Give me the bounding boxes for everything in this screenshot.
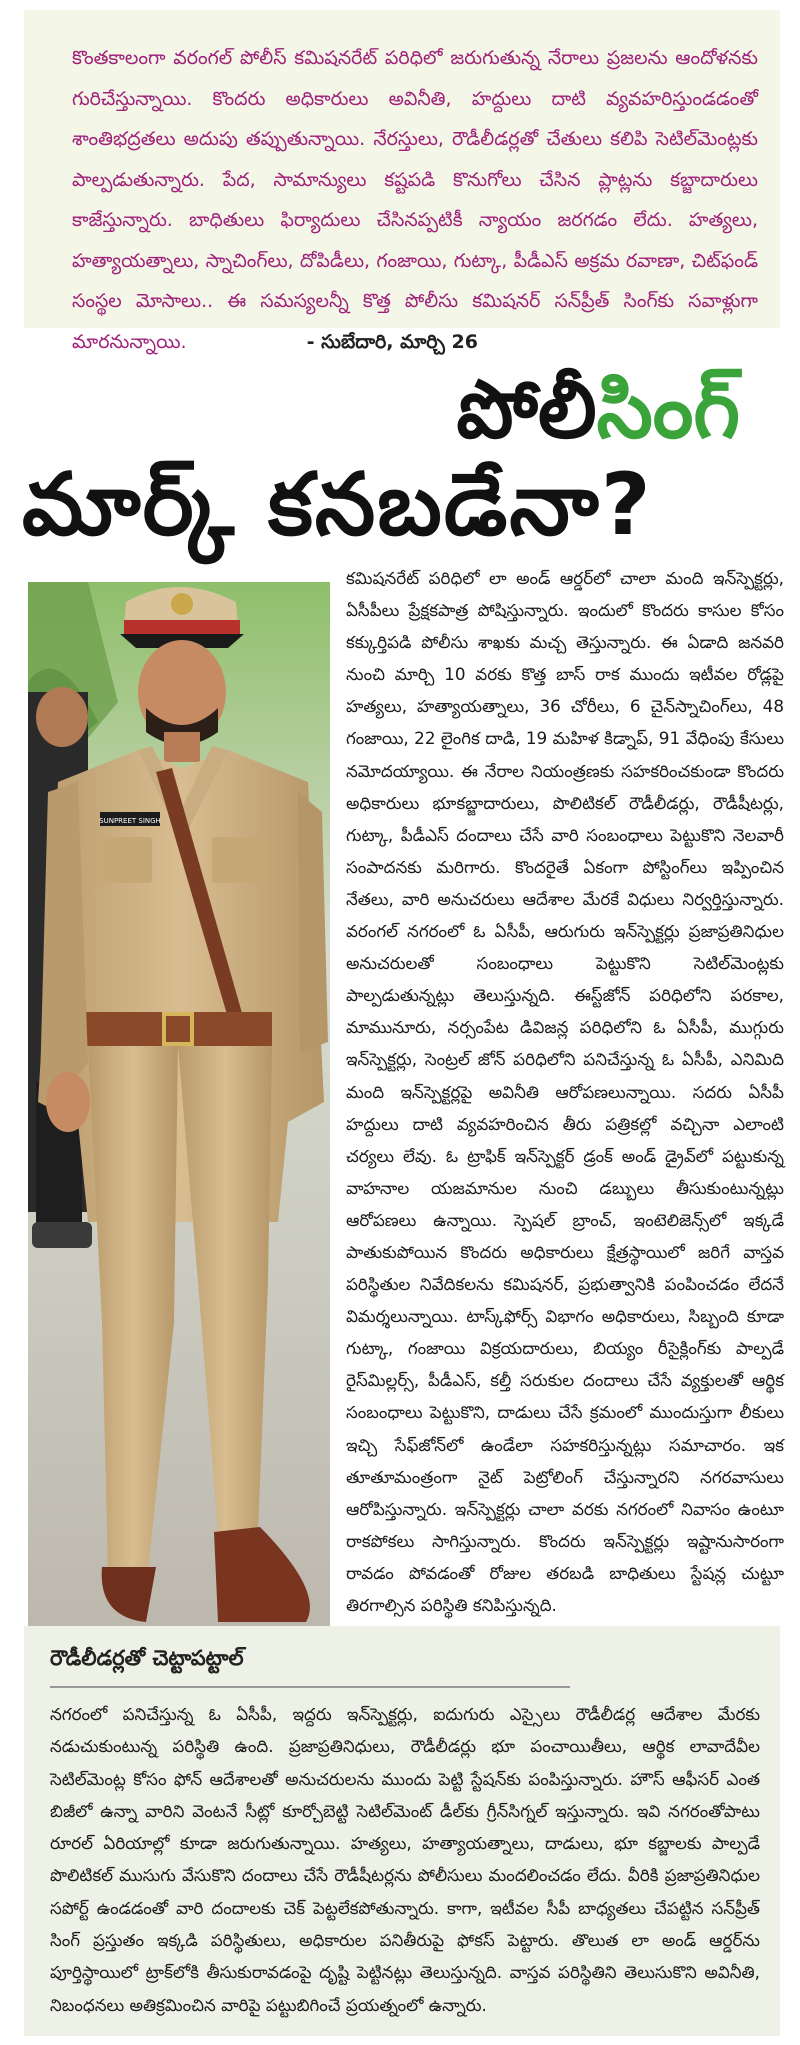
intro-box <box>24 10 780 353</box>
article-body: కమిషనరేట్ పరిధిలో లా అండ్ ఆర్డర్‌లో చాలా మంది ఇన్‌స్పెక్టర్లు, ఏసీపీలు ప్రేక్షకపాత్ర పోషిస్తున్నారు. ఇందులో కొందరు కాసుల కోసం కక్కుర్తిపడి పోలీసు శాఖకు మచ్చ తెస్తున్నారు. ఈ ఏడాది జనవరి నుంచి మార్చి 10 వరకు కొత్త బాస్ రాక ముందు ఇటీవల రోడ్లపై హత్యలు, హత్యాయత్నాలు, 36 చోరీలు, 6 చైన్‌స్నాచింగ్‌లు, 48 గంజాయి, 22 లైంగిక దాడి, 19 మహిళ కిడ్నాప్, 91 వేధింపు కేసులు నమోదయ్యాయి. ఈ నేరాల నియంత్రణకు సహకరించకుండా కొందరు అధికారులు భూకబ్జాదారులు, పొలిటికల్ రౌడీలీడర్లు, రౌడీషీటర్లు, గుట్కా, పీడీఎస్ దందాలు చేసే వారి సంబంధాలు పెట్టుకొని నెలవారీ సంపాదనకు మరిగారు. కొందరైతే ఏకంగా పోస్టింగ్‌లు ఇప్పించిన నేతలు, వారి అనుచరులు ఆదేశాల మేరకే విధులు నిర్వర్తిస్తున్నారు. వరంగల్ నగరంలో ఓ ఏసీపీ, ఆరుగురు ఇన్‌స్పెక్టర్లు ప్రజాప్రతినిధుల అనుచరులతో సంబంధాలు పెట్టుకొని సెటిల్‌మెంట్లకు పాల్పడుతున్నట్లు తెలుస్తున్నది. ఈస్ట్‌జోన్ పరిధిలోని పరకాల, మామునూరు, నర్సంపేట డివిజన్ల పరిధిలోని ఓ ఏసీపీ, ముగ్గురు ఇన్‌స్పెక్టర్లు, సెంట్రల్ జోన్ పరిధిలోని పనిచేస్తున్న ఓ ఏసీపీ, ఎనిమిది మంది ఇన్‌స్పెక్టర్లపై అవినీతి ఆరోపణలున్నాయి. సదరు ఏసీపీ హద్దులు దాటి వ్యవహరించిన తీరు పత్రికల్లో వచ్చినా ఎలాంటి చర్యలు లేవు. ఓ ట్రాఫిక్ ఇన్‌స్పెక్టర్ డ్రంక్ అండ్ డ్రైవ్‌లో పట్టుకున్న వాహనాల యజమానుల నుంచి డబ్బులు తీసుకుంటున్నట్లు ఆరోపణలు ఉన్నాయి. స్పెషల్ బ్రాంచ్, ఇంటెలిజెన్స్‌లో ఇక్కడే పాతుకుపోయిన కొందరు అధికారులు క్షేత్రస్థాయిలో జరిగే వాస్తవ పరిస్థితుల నివేదికలను కమిషనర్, ప్రభుత్వానికి పంపించడం లేదనే విమర్శలున్నాయి. టాస్క్‌ఫోర్స్ విభాగం అధికారులు, సిబ్బంది కూడా గుట్కా, గంజాయి విక్రయదారులు, బియ్యం రీసైక్లింగ్‌కు పాల్పడే రైస్‌మిల్లర్స్, పీడీఎస్, కల్తీ సరుకుల దందాలు చేసే వ్యక్తులతో ఆర్థిక సంబంధాలు పెట్టుకొని, దాడులు చేసే క్రమంలో ముందుస్తుగా లీకులు ఇచ్చి సేఫ్‌జోన్‌లో ఉండేలా సహకరిస్తున్నట్లు సమాచారం. ఇక తూతూమంత్రంగా నైట్ పెట్రోలింగ్ చేస్తున్నారని నగరవాసులు ఆరోపిస్తున్నారు. ఇన్‌స్పెక్టర్లు చాలా వరకు నగరంలో నివాసం ఉంటూ రాకపోకలు సాగిస్తున్నారు. కొందరు ఇన్‌స్పెక్టర్లు ఇష్టానుసారంగా రావడం పోవడంతో రోజుల తరబడి బాధితులు స్టేషన్ల చుట్టూ తిరగాల్సిన పరిస్థితి కనిపిస్తున్నది. <box>346 568 784 1615</box>
commissioner-photo <box>28 582 330 1627</box>
intro-text <box>24 10 780 362</box>
name-badge-text: SUNPREET SINGH <box>99 817 161 825</box>
headline-line1-part2: సింగ్ <box>596 363 740 456</box>
sidebar-box <box>24 1626 780 2036</box>
headline-line1-part1: పోలీ <box>456 363 597 456</box>
sidebar-title: రౌడీలీడర్లతో చెట్టాపట్టాల్ <box>50 1646 244 1670</box>
sidebar-divider <box>50 1686 570 1688</box>
commissioner-photo-illustration <box>28 582 330 1627</box>
intro-text-content: కొంతకాలంగా వరంగల్ పోలీస్ కమిషనరేట్ పరిధిలో జరుగుతున్న నేరాలు ప్రజలను ఆందోళనకు గురిచేస్తున్నాయి. కొందరు అధికారులు అవినీతి, హద్దులు దాటి వ్యవహరిస్తుండడంతో శాంతిభద్రతలు అదుపు తప్పుతున్నాయి. నేరస్తులు, రౌడీలీడర్లతో చేతులు కలిపి సెటిల్‌మెంట్లకు పాల్పడుతున్నారు. పేద, సామాన్యులు కష్టపడి కొనుగోలు చేసిన ప్లాట్లను కబ్జాదారులు కాజేస్తున్నారు. బాధితులు ఫిర్యాదులు చేసినప్పటికీ న్యాయం జరగడం లేదు. హత్యలు, హత్యాయత్నాలు, స్నాచింగ్‌లు, దోపిడీలు, గంజాయి, గుట్కా, పీడీఎస్ అక్రమ రవాణా, చిట్‌ఫండ్ సంస్థల మోసాలు.. ఈ సమస్యలన్నీ కొత్త పోలీసు కమిషనర్ సన్‌ప్రీత్ సింగ్‌కు సవాళ్లుగా మారనున్నాయి. <box>72 47 758 353</box>
headline-line1 <box>0 365 740 455</box>
sidebar-body: నగరంలో పనిచేస్తున్న ఓ ఏసీపీ, ఇద్దరు ఇన్‌స్పెక్టర్లు, ఐదుగురు ఎస్సైలు రౌడీలీడర్ల ఆదేశాల మేరకు నడుచుకుంటున్న పరిస్థితి ఉంది. ప్రజాప్రతినిధులు, రౌడీలీడర్లు భూ పంచాయితీలు, ఆర్థిక లావాదేవీల సెటిల్‌మెంట్ల కోసం ఫోన్ ఆదేశాలతో అనుచరులను ముందు పెట్టి స్టేషన్‌కు పంపిస్తున్నారు. హౌస్ ఆఫీసర్ ఎంత బిజీలో ఉన్నా వారిని వెంటనే సీట్లో కూర్చోబెట్టి సెటిల్‌మెంట్ డీల్‌కు గ్రీన్‌సిగ్నల్ ఇస్తున్నారు. ఇవి నగరంతోపాటు రూరల్ ఏరియాల్లో కూడా జరుగుతున్నాయి. హత్యలు, హత్యాయత్నాలు, దాడులు, భూ కబ్జాలకు పాల్పడే పొలిటికల్ ముసుగు వేసుకొని దందాలు చేసే రౌడీషీటర్లను పోలీసులు మందలించడం లేదు. వీరికి ప్రజాప్రతినిధుల సపోర్ట్ ఉండడంతో వారి దందాలకు చెక్ పెట్టలేకపోతున్నారు. కాగా, ఇటీవల సీపీ బాధ్యతలు చేపట్టిన సన్‌ప్రీత్ సింగ్ ప్రస్తుతం ఇక్కడి పరిస్థితులు, అధికారుల పనితీరుపై ఫోకస్ పెట్టారు. తొలుత లా అండ్ ఆర్డర్‌ను పూర్తిస్థాయిలో ట్రాక్‌లోకి తీసుకురావడంపై దృష్టి పెట్టినట్లు తెలుస్తున్నది. వాస్తవ పరిస్థితిని తెలుసుకొని అవినీతి, నిబంధనలు అతిక్రమించిన వారిపై పట్టుబిగించే ప్రయత్నంలో ఉన్నారు. <box>50 1704 760 2015</box>
headline-line2: మార్క్ కనబడేనా? <box>22 455 653 555</box>
dateline: - సుబేదారి, మార్చి 26 <box>306 330 478 353</box>
